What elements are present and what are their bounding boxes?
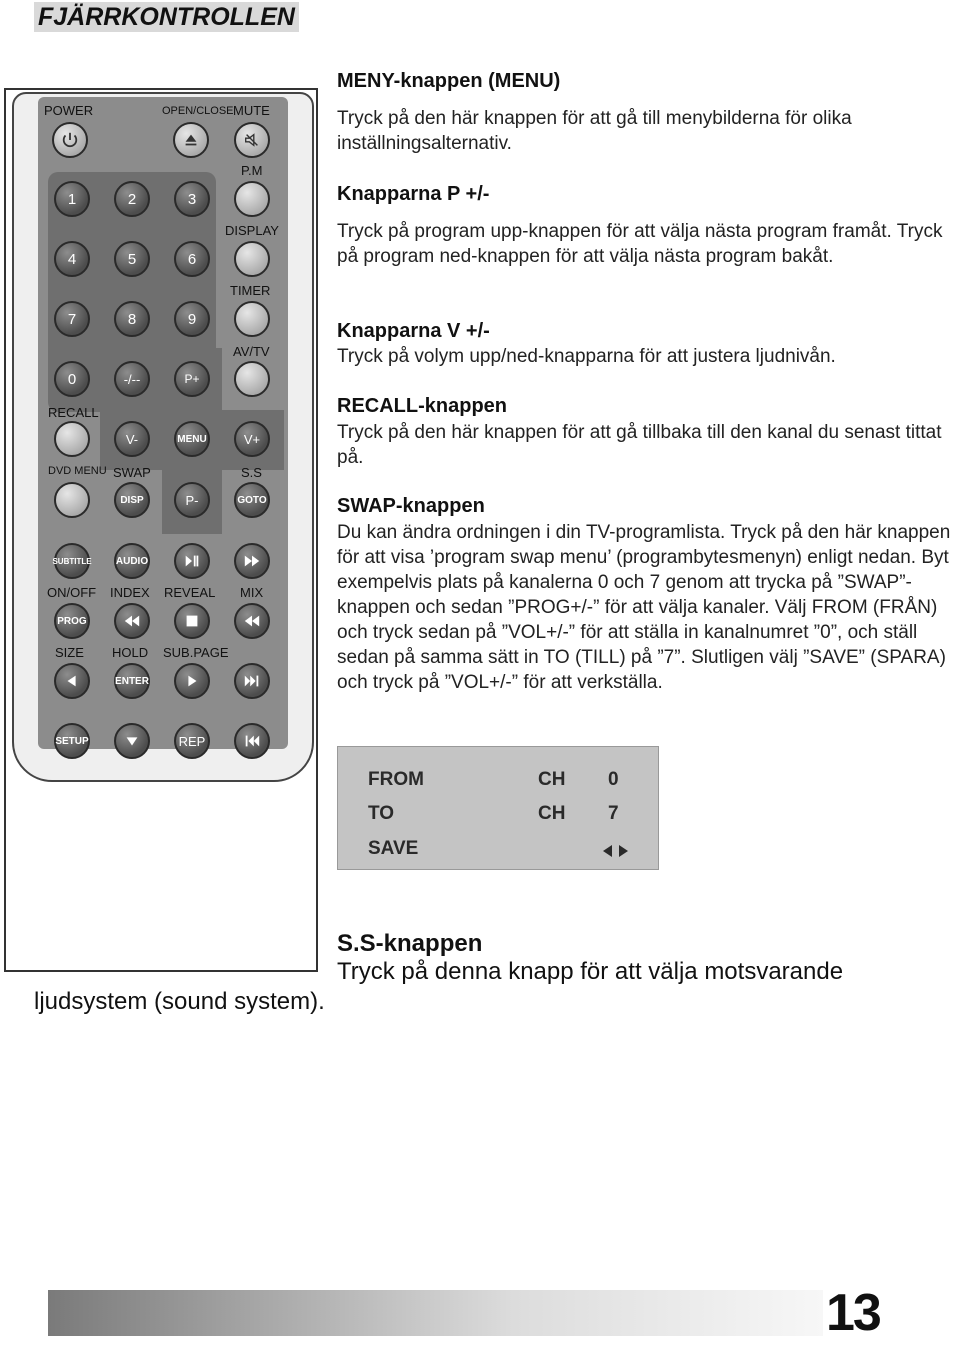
stop-button[interactable] xyxy=(174,603,210,639)
next-button[interactable] xyxy=(234,663,270,699)
page-number: 13 xyxy=(826,1284,880,1342)
recall-button[interactable] xyxy=(54,421,90,457)
index-label: INDEX xyxy=(110,585,150,600)
number-0-button[interactable]: 0 xyxy=(54,361,90,397)
subtitle-button[interactable]: SUBTITLE xyxy=(54,543,90,579)
dvd-menu-button[interactable] xyxy=(54,482,90,518)
prog-button[interactable]: PROG xyxy=(54,603,90,639)
timer-label: TIMER xyxy=(230,283,271,298)
hold-label: HOLD xyxy=(112,645,149,660)
audio-button[interactable]: AUDIO xyxy=(114,543,150,579)
arrow-left-icon xyxy=(63,672,81,690)
osd-from-ch: CH xyxy=(538,769,566,790)
right-button[interactable] xyxy=(174,663,210,699)
osd-from-label: FROM xyxy=(368,769,424,790)
mix-label: MIX xyxy=(240,585,264,600)
enter-button[interactable]: ENTER xyxy=(114,663,150,699)
menu-heading: MENY-knappen (MENU) xyxy=(337,70,561,92)
display-label: DISPLAY xyxy=(225,223,279,238)
disp-button[interactable]: DISP xyxy=(114,482,150,518)
osd-left-right-icon xyxy=(600,842,632,864)
fast-forward-icon xyxy=(243,552,261,570)
play-pause-icon xyxy=(183,552,201,570)
rewind-alt-button[interactable] xyxy=(234,603,270,639)
repeat-button[interactable]: REP xyxy=(174,723,210,759)
eject-icon xyxy=(182,131,200,149)
eject-button[interactable] xyxy=(173,122,209,158)
volume-down-button[interactable]: V- xyxy=(114,421,150,457)
swap-heading: SWAP-knappen xyxy=(337,495,485,517)
onoff-label: ON/OFF xyxy=(47,585,97,600)
pm-button[interactable] xyxy=(234,181,270,217)
rewind-button[interactable] xyxy=(114,603,150,639)
page-title: FJÄRRKONTROLLEN xyxy=(34,2,299,32)
osd-from-value: 0 xyxy=(608,769,619,790)
footer-gradient-bar xyxy=(48,1290,823,1336)
left-button[interactable] xyxy=(54,663,90,699)
number-9-button[interactable]: 9 xyxy=(174,301,210,337)
menu-text: Tryck på den här knappen för att gå till menybilderna för olika inställningsalternativ. xyxy=(337,108,852,154)
p-buttons-heading: Knapparna P +/- xyxy=(337,183,490,205)
fast-forward-button[interactable] xyxy=(234,543,270,579)
avtv-label: AV/TV xyxy=(233,344,270,359)
mute-icon xyxy=(243,131,261,149)
display-button[interactable] xyxy=(234,241,270,277)
recall-text: Tryck på den här knappen för att gå tillbaka till den kanal du senast tittat på. xyxy=(337,422,942,468)
recall-label: RECALL xyxy=(48,405,99,420)
subpage-label: SUB.PAGE xyxy=(163,645,229,660)
arrow-down-icon xyxy=(123,732,141,750)
power-label: POWER xyxy=(44,103,94,118)
stop-icon xyxy=(183,612,201,630)
ss-text-line1: Tryck på denna knapp för att välja motsvarande xyxy=(337,958,844,985)
number-4-button[interactable]: 4 xyxy=(54,241,90,277)
program-down-button[interactable]: P- xyxy=(174,482,210,518)
rewind-icon xyxy=(123,612,141,630)
timer-button[interactable] xyxy=(234,301,270,337)
arrow-right-icon xyxy=(183,672,201,690)
play-pause-button[interactable] xyxy=(174,543,210,579)
down-button[interactable] xyxy=(114,723,150,759)
previous-button[interactable] xyxy=(234,723,270,759)
number-6-button[interactable]: 6 xyxy=(174,241,210,277)
program-swap-menu xyxy=(337,746,659,870)
digit-mode-button[interactable]: -/-- xyxy=(114,361,150,397)
goto-button[interactable]: GOTO xyxy=(234,482,270,518)
pm-label: P.M xyxy=(241,163,263,178)
number-5-button[interactable]: 5 xyxy=(114,241,150,277)
size-label: SIZE xyxy=(55,645,84,660)
p-buttons-text: Tryck på program upp-knappen för att välja nästa program framåt. Tryck på program ned-knappen för att välja nästa program bakåt. xyxy=(337,221,943,267)
v-buttons-text: Tryck på volym upp/ned-knapparna för att justera ljudnivån. xyxy=(337,346,836,367)
swap-text: Du kan ändra ordningen i din TV-programlista. Tryck på den här knappen för att visa ’program swap menu’ (programbytesmenyn) enligt nedan. Byt exempelvis plats på kanalerna 0 och 7 genom att trycka på ”SWAP”-knappen och sedan ”PROG+/-” för att välja kanaler. Välj FROM (FRÅN) och tryck sedan på ”VOL+/-” för att ställa in kanalnumret ”0”, och ställ sedan på samma sätt in TO (TILL) på ”7”. Slutligen välj ”SAVE” (SPARA) och tryck på ”VOL+/-” för att verkställa. xyxy=(337,522,951,693)
ss-heading: S.S-knappen xyxy=(337,930,483,957)
volume-up-button[interactable]: V+ xyxy=(234,421,270,457)
reveal-label: REVEAL xyxy=(164,585,216,600)
number-7-button[interactable]: 7 xyxy=(54,301,90,337)
dvd-menu-label: DVD MENU xyxy=(48,465,107,477)
osd-to-value: 7 xyxy=(608,803,619,824)
menu-button[interactable]: MENU xyxy=(174,421,210,457)
program-up-button[interactable]: P+ xyxy=(174,361,210,397)
ss-text-line2: ljudsystem (sound system). xyxy=(34,988,325,1015)
avtv-button[interactable] xyxy=(234,361,270,397)
mute-label: MUTE xyxy=(233,103,270,118)
open-close-label: OPEN/CLOSE xyxy=(162,105,234,117)
power-icon xyxy=(61,131,79,149)
ss-label: S.S xyxy=(241,465,262,480)
osd-to-label: TO xyxy=(368,803,395,824)
v-buttons-heading: Knapparna V +/- xyxy=(337,320,490,342)
osd-to-ch: CH xyxy=(538,803,566,824)
number-1-button[interactable]: 1 xyxy=(54,181,90,217)
number-3-button[interactable]: 3 xyxy=(174,181,210,217)
swap-label: SWAP xyxy=(113,465,151,480)
mute-button[interactable] xyxy=(234,122,270,158)
setup-button[interactable]: SETUP xyxy=(54,723,90,759)
skip-previous-icon xyxy=(243,732,261,750)
osd-save-label: SAVE xyxy=(368,838,419,859)
recall-heading: RECALL-knappen xyxy=(337,395,507,417)
rewind-icon xyxy=(243,612,261,630)
power-button[interactable] xyxy=(52,122,88,158)
number-8-button[interactable]: 8 xyxy=(114,301,150,337)
skip-next-icon xyxy=(243,672,261,690)
number-2-button[interactable]: 2 xyxy=(114,181,150,217)
